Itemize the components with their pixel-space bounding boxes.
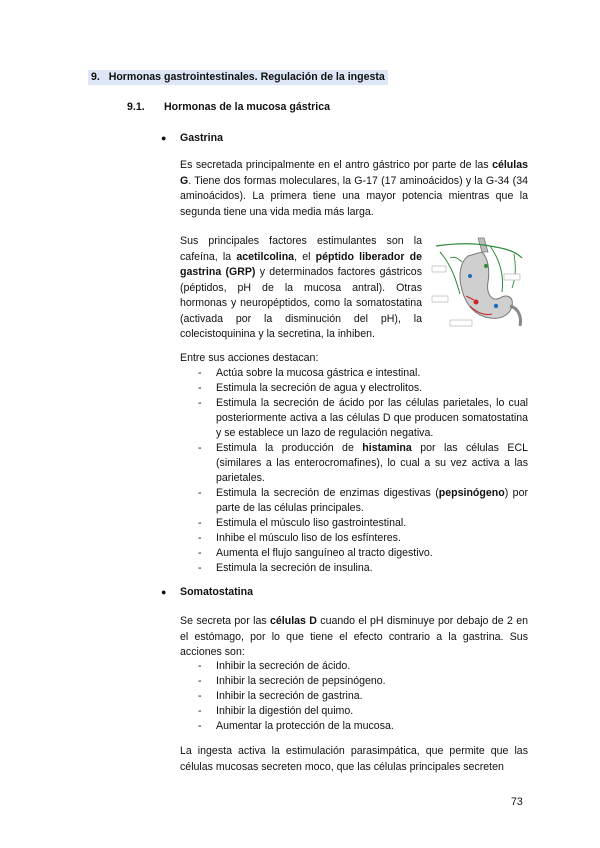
stomach-diagram-icon: [430, 236, 528, 332]
list-item: - Estimula la secreción de agua y electrolitos.: [198, 381, 528, 396]
text-run: Es secretada principalmente en el antro gástrico por parte de las: [180, 159, 493, 171]
list-item: [198, 486, 528, 516]
list-item: - Aumentar la protección de la mucosa.: [198, 719, 528, 734]
list-item: - Estimula la secreción de insulina.: [198, 561, 528, 576]
list-item: [198, 441, 528, 486]
text-run: por las células ECL (similares a las enterocromafines), lo cual a su vez activa a las parietales.: [216, 442, 528, 484]
text-run: Estimula la producción de: [216, 442, 363, 454]
list-item: - Inhibir la secreción de gastrina.: [198, 689, 528, 704]
bold-term: histamina: [362, 442, 412, 454]
text-run: Sus principales factores estimulantes son la cafeína, la: [180, 235, 422, 263]
bold-term: péptido liberador de gastrina (GRP): [180, 250, 423, 278]
gastrina-title: Gastrina: [180, 132, 223, 144]
bold-term: pepsinógeno: [438, 487, 505, 499]
somatostatina-paragraph: [180, 614, 528, 661]
somatostatina-title: Somatostatina: [180, 586, 253, 598]
bold-term: células D: [270, 615, 317, 627]
list-item: - Estimula la secreción de ácido por las células parietales, lo cual posteriormente activa a las células D que producen somatostatina y se establece un lazo de regulación negativa.: [198, 396, 528, 441]
somatostatina-heading: [161, 586, 253, 598]
gastrina-actions-intro: Entre sus acciones destacan:: [180, 352, 319, 364]
list-item: - Actúa sobre la mucosa gástrica e intestinal.: [198, 366, 528, 381]
list-item: - Inhibe el músculo liso de los esfínteres.: [198, 531, 528, 546]
bullet-icon: ●: [161, 587, 167, 597]
stomach-diagram-figure: [430, 236, 528, 332]
gastrina-actions-list: [198, 366, 528, 576]
text-run: Estimula la secreción de enzimas digestivas (: [216, 487, 439, 499]
list-item: - Aumenta el flujo sanguíneo al tracto digestivo.: [198, 546, 528, 561]
somatostatina-actions-list: [198, 659, 528, 734]
subsection-title: Hormonas de la mucosa gástrica: [164, 101, 331, 113]
text-run: y determinados factores gástricos (péptidos, pH de la mucosa antral). Otras hormonas y neuropéptidos, como la somatostatina (activada por la disminución del pH), la colecistoquinina y la secretina, la inhiben.: [180, 266, 422, 340]
section-title: Hormonas gastrointestinales. Regulación de la ingesta: [108, 71, 385, 83]
list-item: - Inhibir la secreción de pepsinógeno.: [198, 674, 528, 689]
text-run: ) por parte de las células principales.: [216, 487, 528, 514]
gastrina-paragraph-1: [180, 158, 528, 220]
section-number: 9.: [91, 71, 100, 83]
text-run: Se secreta por las: [180, 615, 270, 627]
page-number: 73: [511, 796, 523, 808]
list-item: - Estimula el músculo liso gastrointestinal.: [198, 516, 528, 531]
text-run: cuando el pH disminuye por debajo de 2 en el estómago, por lo que tiene el efecto contrario a la gastrina. Sus acciones son:: [180, 615, 528, 658]
gastrina-paragraph-2: [180, 234, 422, 343]
bold-term: células G: [180, 159, 528, 187]
text-run: . Tiene dos formas moleculares, la G-17 (17 aminoácidos) y la G-34 (34 aminoácidos). La primera tiene una mayor potencia mientras que la segunda tiene una vida media más larga.: [180, 174, 528, 218]
list-item: - Inhibir la digestión del quimo.: [198, 704, 528, 719]
subsection-heading: [127, 101, 330, 113]
list-item: - Inhibir la secreción de ácido.: [198, 659, 528, 674]
text-run: , el: [294, 250, 316, 263]
closing-paragraph: La ingesta activa la estimulación parasimpática, que permite que las células mucosas secreten moco, que las células principales secreten: [180, 745, 528, 773]
bullet-icon: ●: [161, 133, 167, 143]
bold-term: acetilcolina: [236, 250, 295, 263]
subsection-number: 9.1.: [127, 101, 145, 113]
section-heading: [88, 70, 388, 85]
gastrina-heading: [161, 132, 223, 144]
